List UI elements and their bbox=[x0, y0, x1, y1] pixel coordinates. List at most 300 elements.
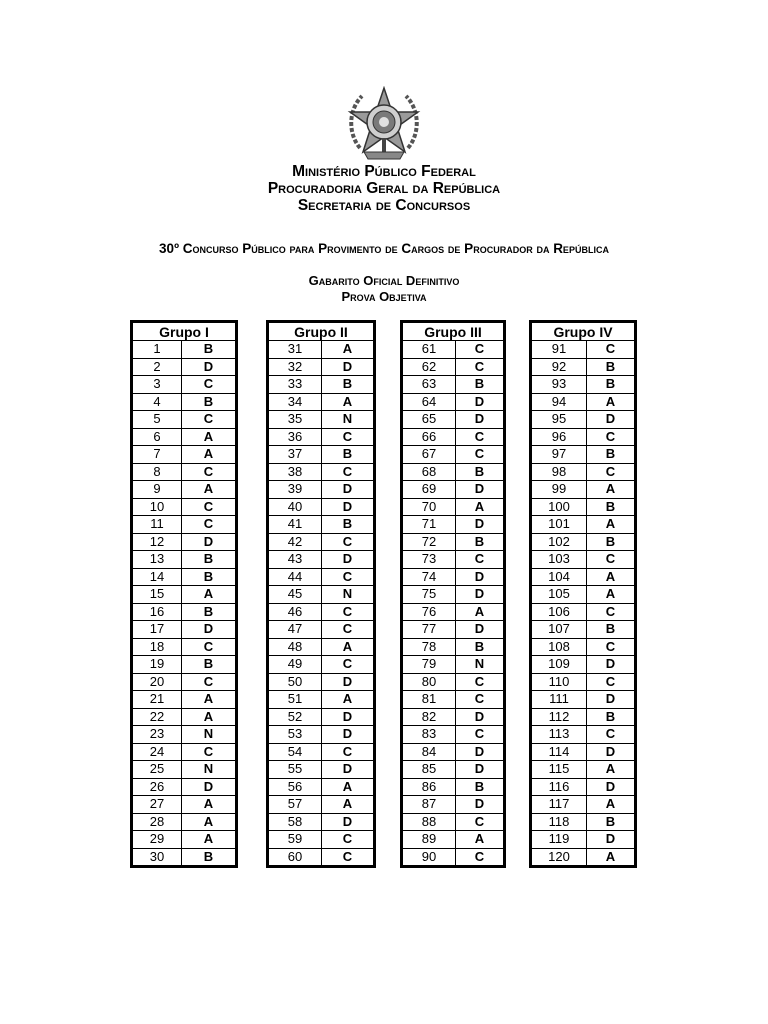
question-number: 102 bbox=[531, 533, 587, 551]
answer-row bbox=[531, 428, 636, 446]
answer-letter: D bbox=[456, 621, 505, 639]
question-number: 97 bbox=[531, 446, 587, 464]
answer-letter: C bbox=[322, 463, 375, 481]
answer-row bbox=[531, 831, 636, 849]
question-number: 43 bbox=[268, 551, 322, 569]
question-number: 8 bbox=[132, 463, 182, 481]
answer-letter: A bbox=[182, 481, 237, 499]
question-number: 66 bbox=[402, 428, 456, 446]
answer-row bbox=[132, 568, 237, 586]
question-number: 59 bbox=[268, 831, 322, 849]
answer-letter: C bbox=[182, 673, 237, 691]
answer-letter: B bbox=[456, 638, 505, 656]
question-number: 112 bbox=[531, 708, 587, 726]
answer-letter: B bbox=[182, 848, 237, 867]
answer-letter: C bbox=[182, 411, 237, 429]
answer-row bbox=[268, 743, 375, 761]
answer-row bbox=[402, 358, 505, 376]
question-number: 75 bbox=[402, 586, 456, 604]
question-number: 118 bbox=[531, 813, 587, 831]
question-number: 63 bbox=[402, 376, 456, 394]
answer-letter: B bbox=[456, 533, 505, 551]
question-number: 89 bbox=[402, 831, 456, 849]
answer-row bbox=[268, 568, 375, 586]
answer-letter: D bbox=[587, 743, 636, 761]
answer-row bbox=[531, 568, 636, 586]
question-number: 105 bbox=[531, 586, 587, 604]
question-number: 39 bbox=[268, 481, 322, 499]
answer-letter: D bbox=[322, 726, 375, 744]
question-number: 115 bbox=[531, 761, 587, 779]
question-number: 103 bbox=[531, 551, 587, 569]
question-number: 36 bbox=[268, 428, 322, 446]
answer-letter: C bbox=[322, 533, 375, 551]
answer-row bbox=[268, 446, 375, 464]
question-number: 53 bbox=[268, 726, 322, 744]
answer-row bbox=[531, 341, 636, 359]
answer-letter: A bbox=[322, 341, 375, 359]
answer-row bbox=[402, 638, 505, 656]
answer-letter: B bbox=[322, 516, 375, 534]
answer-row bbox=[132, 778, 237, 796]
answer-row bbox=[268, 726, 375, 744]
answer-letter: C bbox=[182, 516, 237, 534]
answer-row bbox=[132, 708, 237, 726]
answer-letter: D bbox=[322, 551, 375, 569]
answer-row bbox=[132, 743, 237, 761]
answer-row bbox=[268, 498, 375, 516]
answer-row bbox=[132, 673, 237, 691]
answer-letter: C bbox=[456, 341, 505, 359]
question-number: 17 bbox=[132, 621, 182, 639]
answer-row bbox=[268, 358, 375, 376]
question-number: 73 bbox=[402, 551, 456, 569]
answer-table-grupo-1 bbox=[130, 320, 238, 868]
answer-letter: C bbox=[322, 603, 375, 621]
question-number: 54 bbox=[268, 743, 322, 761]
answer-letter: C bbox=[182, 743, 237, 761]
question-number: 119 bbox=[531, 831, 587, 849]
answer-letter: A bbox=[587, 796, 636, 814]
answer-letter: D bbox=[322, 708, 375, 726]
question-number: 108 bbox=[531, 638, 587, 656]
answer-row bbox=[531, 586, 636, 604]
answer-row bbox=[402, 393, 505, 411]
question-number: 44 bbox=[268, 568, 322, 586]
answer-row bbox=[402, 761, 505, 779]
answer-row bbox=[531, 673, 636, 691]
answer-row bbox=[132, 638, 237, 656]
answer-letter: A bbox=[182, 446, 237, 464]
question-number: 32 bbox=[268, 358, 322, 376]
answer-row bbox=[268, 533, 375, 551]
question-number: 61 bbox=[402, 341, 456, 359]
group-header: Grupo IV bbox=[531, 322, 636, 341]
answer-letter: D bbox=[456, 393, 505, 411]
answer-row bbox=[132, 603, 237, 621]
question-number: 79 bbox=[402, 656, 456, 674]
answer-letter: A bbox=[456, 498, 505, 516]
answer-letter: A bbox=[587, 516, 636, 534]
answer-row bbox=[402, 463, 505, 481]
answer-letter: C bbox=[322, 428, 375, 446]
answer-row bbox=[531, 743, 636, 761]
question-number: 93 bbox=[531, 376, 587, 394]
question-number: 34 bbox=[268, 393, 322, 411]
answer-letter: C bbox=[322, 621, 375, 639]
answer-row bbox=[268, 813, 375, 831]
answer-letter: A bbox=[587, 586, 636, 604]
answer-row bbox=[132, 428, 237, 446]
question-number: 16 bbox=[132, 603, 182, 621]
answer-letter: A bbox=[182, 831, 237, 849]
answer-row bbox=[268, 691, 375, 709]
answer-row bbox=[531, 463, 636, 481]
question-number: 31 bbox=[268, 341, 322, 359]
answer-row bbox=[268, 516, 375, 534]
question-number: 11 bbox=[132, 516, 182, 534]
answer-row bbox=[268, 551, 375, 569]
answer-letter: D bbox=[322, 813, 375, 831]
question-number: 6 bbox=[132, 428, 182, 446]
answer-table-grupo-2 bbox=[266, 320, 376, 868]
answer-letter: B bbox=[587, 498, 636, 516]
answer-row bbox=[531, 411, 636, 429]
answer-row bbox=[531, 533, 636, 551]
answer-row bbox=[268, 708, 375, 726]
answer-letter: C bbox=[322, 743, 375, 761]
answer-row bbox=[268, 411, 375, 429]
question-number: 90 bbox=[402, 848, 456, 867]
question-number: 58 bbox=[268, 813, 322, 831]
answer-letter: A bbox=[182, 428, 237, 446]
header-line-ministry: Ministério Público Federal bbox=[292, 163, 476, 180]
answer-letter: A bbox=[587, 761, 636, 779]
question-number: 60 bbox=[268, 848, 322, 867]
answer-row bbox=[402, 446, 505, 464]
question-number: 26 bbox=[132, 778, 182, 796]
answer-row bbox=[531, 603, 636, 621]
answer-letter: C bbox=[587, 551, 636, 569]
answer-letter: D bbox=[182, 778, 237, 796]
answer-letter: D bbox=[322, 673, 375, 691]
question-number: 81 bbox=[402, 691, 456, 709]
question-number: 74 bbox=[402, 568, 456, 586]
answer-row bbox=[531, 481, 636, 499]
answer-row bbox=[132, 358, 237, 376]
answer-row bbox=[268, 428, 375, 446]
answer-letter: C bbox=[182, 376, 237, 394]
answer-letter: C bbox=[587, 638, 636, 656]
question-number: 94 bbox=[531, 393, 587, 411]
answer-letter: C bbox=[456, 673, 505, 691]
answer-letter: C bbox=[182, 498, 237, 516]
answer-letter: C bbox=[587, 463, 636, 481]
answer-row bbox=[268, 796, 375, 814]
question-number: 78 bbox=[402, 638, 456, 656]
answer-letter: C bbox=[322, 848, 375, 867]
subtitle-prova: Prova Objetiva bbox=[341, 289, 427, 304]
answer-letter: D bbox=[182, 533, 237, 551]
answer-row bbox=[402, 551, 505, 569]
answer-row bbox=[402, 778, 505, 796]
answer-letter: D bbox=[587, 831, 636, 849]
answer-letter: B bbox=[182, 341, 237, 359]
question-number: 47 bbox=[268, 621, 322, 639]
answer-letter: D bbox=[456, 586, 505, 604]
answer-letter: A bbox=[322, 796, 375, 814]
answer-row bbox=[268, 393, 375, 411]
answer-letter: C bbox=[456, 428, 505, 446]
answer-letter: D bbox=[456, 516, 505, 534]
question-number: 5 bbox=[132, 411, 182, 429]
answer-letter: D bbox=[587, 656, 636, 674]
answer-row bbox=[132, 691, 237, 709]
answer-letter: D bbox=[587, 411, 636, 429]
question-number: 38 bbox=[268, 463, 322, 481]
question-number: 113 bbox=[531, 726, 587, 744]
answer-row bbox=[402, 691, 505, 709]
coat-of-arms-emblem bbox=[344, 86, 424, 162]
question-number: 29 bbox=[132, 831, 182, 849]
question-number: 76 bbox=[402, 603, 456, 621]
answer-row bbox=[402, 656, 505, 674]
answer-row bbox=[402, 568, 505, 586]
answer-row bbox=[531, 516, 636, 534]
question-number: 86 bbox=[402, 778, 456, 796]
group-header: Grupo III bbox=[402, 322, 505, 341]
question-number: 55 bbox=[268, 761, 322, 779]
answer-letter: B bbox=[587, 708, 636, 726]
answer-letter: A bbox=[182, 796, 237, 814]
answer-letter: B bbox=[587, 446, 636, 464]
question-number: 50 bbox=[268, 673, 322, 691]
answer-row bbox=[402, 831, 505, 849]
answer-row bbox=[132, 533, 237, 551]
question-number: 14 bbox=[132, 568, 182, 586]
answer-letter: D bbox=[322, 481, 375, 499]
answer-row bbox=[402, 796, 505, 814]
answer-letter: C bbox=[456, 726, 505, 744]
answer-row bbox=[132, 848, 237, 867]
question-number: 101 bbox=[531, 516, 587, 534]
answer-letter: B bbox=[182, 551, 237, 569]
question-number: 23 bbox=[132, 726, 182, 744]
question-number: 4 bbox=[132, 393, 182, 411]
question-number: 109 bbox=[531, 656, 587, 674]
answer-row bbox=[402, 743, 505, 761]
answer-row bbox=[132, 586, 237, 604]
answer-letter: N bbox=[322, 411, 375, 429]
answer-row bbox=[268, 603, 375, 621]
question-number: 1 bbox=[132, 341, 182, 359]
question-number: 40 bbox=[268, 498, 322, 516]
answer-row bbox=[132, 813, 237, 831]
header-line-procuradoria: Procuradoria Geral da República bbox=[267, 180, 501, 197]
question-number: 70 bbox=[402, 498, 456, 516]
answer-row bbox=[402, 603, 505, 621]
question-number: 85 bbox=[402, 761, 456, 779]
question-number: 116 bbox=[531, 778, 587, 796]
answer-row bbox=[132, 551, 237, 569]
answer-letter: C bbox=[456, 691, 505, 709]
answer-row bbox=[132, 411, 237, 429]
answer-letter: A bbox=[182, 586, 237, 604]
answer-letter: D bbox=[182, 621, 237, 639]
question-number: 18 bbox=[132, 638, 182, 656]
answer-row bbox=[402, 621, 505, 639]
answer-letter: A bbox=[587, 568, 636, 586]
question-number: 20 bbox=[132, 673, 182, 691]
answer-letter: D bbox=[587, 778, 636, 796]
question-number: 95 bbox=[531, 411, 587, 429]
answer-row bbox=[132, 376, 237, 394]
answer-row bbox=[268, 621, 375, 639]
answer-row bbox=[268, 463, 375, 481]
answer-row bbox=[402, 673, 505, 691]
answer-letter: B bbox=[587, 533, 636, 551]
question-number: 13 bbox=[132, 551, 182, 569]
answer-row bbox=[132, 463, 237, 481]
answer-letter: B bbox=[182, 603, 237, 621]
answer-row bbox=[531, 761, 636, 779]
answer-letter: B bbox=[182, 568, 237, 586]
answer-row bbox=[402, 848, 505, 867]
question-number: 30 bbox=[132, 848, 182, 867]
answer-letter: B bbox=[182, 656, 237, 674]
answer-row bbox=[531, 708, 636, 726]
question-number: 104 bbox=[531, 568, 587, 586]
answer-row bbox=[402, 516, 505, 534]
answer-letter: C bbox=[587, 341, 636, 359]
answer-row bbox=[531, 691, 636, 709]
question-number: 49 bbox=[268, 656, 322, 674]
answer-letter: A bbox=[182, 691, 237, 709]
answer-row bbox=[132, 726, 237, 744]
answer-row bbox=[531, 446, 636, 464]
answer-letter: N bbox=[182, 761, 237, 779]
answer-letter: A bbox=[456, 831, 505, 849]
question-number: 100 bbox=[531, 498, 587, 516]
question-number: 37 bbox=[268, 446, 322, 464]
answer-letter: A bbox=[322, 638, 375, 656]
answer-row bbox=[268, 761, 375, 779]
answer-row bbox=[402, 586, 505, 604]
answer-letter: C bbox=[587, 726, 636, 744]
question-number: 84 bbox=[402, 743, 456, 761]
answer-row bbox=[402, 726, 505, 744]
question-number: 15 bbox=[132, 586, 182, 604]
answer-row bbox=[531, 848, 636, 867]
answer-letter: C bbox=[456, 813, 505, 831]
question-number: 87 bbox=[402, 796, 456, 814]
question-number: 41 bbox=[268, 516, 322, 534]
question-number: 28 bbox=[132, 813, 182, 831]
answer-letter: D bbox=[322, 358, 375, 376]
answer-row bbox=[268, 848, 375, 867]
answer-letter: C bbox=[587, 603, 636, 621]
group-header: Grupo I bbox=[132, 322, 237, 341]
answer-letter: D bbox=[456, 743, 505, 761]
answer-letter: D bbox=[456, 708, 505, 726]
answer-letter: C bbox=[456, 358, 505, 376]
question-number: 2 bbox=[132, 358, 182, 376]
answer-letter: C bbox=[322, 831, 375, 849]
answer-row bbox=[531, 358, 636, 376]
answer-letter: A bbox=[322, 393, 375, 411]
answer-row bbox=[402, 498, 505, 516]
answer-row bbox=[132, 341, 237, 359]
answer-row bbox=[132, 796, 237, 814]
answer-letter: D bbox=[456, 761, 505, 779]
answer-letter: A bbox=[182, 708, 237, 726]
answer-row bbox=[531, 813, 636, 831]
answer-letter: C bbox=[587, 428, 636, 446]
answer-row bbox=[402, 428, 505, 446]
question-number: 98 bbox=[531, 463, 587, 481]
answer-letter: C bbox=[322, 568, 375, 586]
answer-row bbox=[132, 446, 237, 464]
question-number: 120 bbox=[531, 848, 587, 867]
question-number: 107 bbox=[531, 621, 587, 639]
question-number: 56 bbox=[268, 778, 322, 796]
question-number: 83 bbox=[402, 726, 456, 744]
question-number: 48 bbox=[268, 638, 322, 656]
group-header: Grupo II bbox=[268, 322, 375, 341]
answer-letter: A bbox=[587, 481, 636, 499]
answer-letter: B bbox=[322, 376, 375, 394]
answer-letter: C bbox=[456, 848, 505, 867]
question-number: 45 bbox=[268, 586, 322, 604]
answer-row bbox=[402, 813, 505, 831]
question-number: 71 bbox=[402, 516, 456, 534]
question-number: 10 bbox=[132, 498, 182, 516]
question-number: 64 bbox=[402, 393, 456, 411]
question-number: 24 bbox=[132, 743, 182, 761]
question-number: 62 bbox=[402, 358, 456, 376]
answer-letter: D bbox=[456, 411, 505, 429]
answer-row bbox=[402, 708, 505, 726]
question-number: 27 bbox=[132, 796, 182, 814]
answer-row bbox=[132, 516, 237, 534]
question-number: 7 bbox=[132, 446, 182, 464]
answer-row bbox=[402, 376, 505, 394]
header-line-secretaria: Secretaria de Concursos bbox=[297, 197, 471, 214]
question-number: 80 bbox=[402, 673, 456, 691]
question-number: 96 bbox=[531, 428, 587, 446]
answer-row bbox=[132, 498, 237, 516]
answer-letter: B bbox=[587, 358, 636, 376]
answer-letter: N bbox=[456, 656, 505, 674]
subtitle-gabarito: Gabarito Oficial Definitivo bbox=[308, 273, 460, 288]
answer-row bbox=[531, 638, 636, 656]
answer-letter: B bbox=[456, 778, 505, 796]
question-number: 12 bbox=[132, 533, 182, 551]
question-number: 9 bbox=[132, 481, 182, 499]
answer-table-grupo-4 bbox=[529, 320, 637, 868]
answer-letter: B bbox=[587, 813, 636, 831]
question-number: 117 bbox=[531, 796, 587, 814]
question-number: 46 bbox=[268, 603, 322, 621]
question-number: 33 bbox=[268, 376, 322, 394]
question-number: 65 bbox=[402, 411, 456, 429]
answer-letter: B bbox=[322, 446, 375, 464]
question-number: 92 bbox=[531, 358, 587, 376]
question-number: 69 bbox=[402, 481, 456, 499]
question-number: 111 bbox=[531, 691, 587, 709]
answer-row bbox=[531, 656, 636, 674]
answer-row bbox=[531, 621, 636, 639]
